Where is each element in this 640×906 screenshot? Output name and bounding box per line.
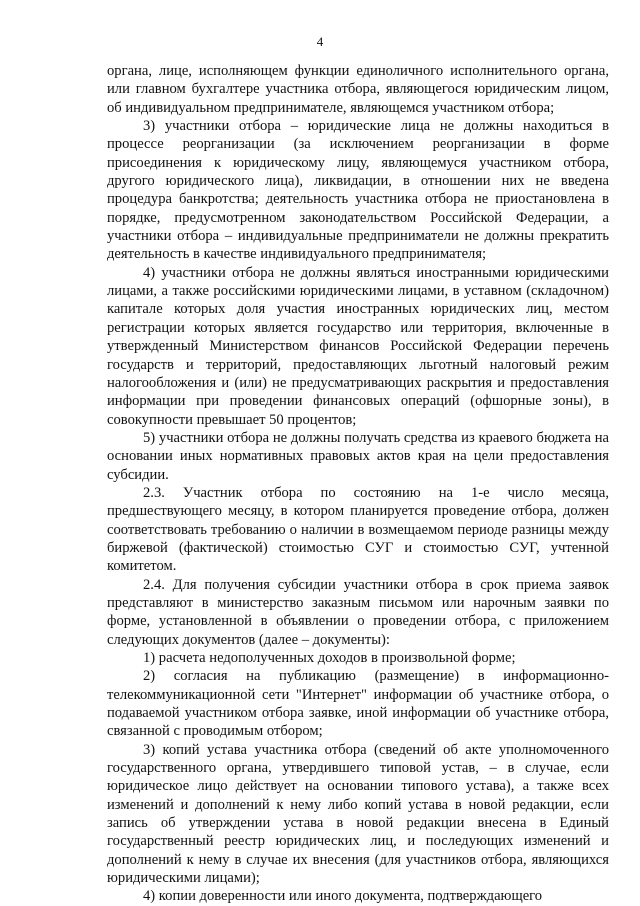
paragraph-section-2-4: 2.4. Для получения субсидии участники отбора в срок приема заявок представляют в министерство заказным письмом или нарочным заявки по форме, установленной в объявлении о проведении отбора, с приложением следующих документов (далее – документы): bbox=[107, 576, 609, 648]
paragraph-doc-item-2: 2) согласия на публикацию (размещение) в информационно-телекоммуникационной сети "Интернет" информации об участнике отбора, о подаваемой участником отбора заявке, иной информации об участнике отбора, связанной с проводимым отбором; bbox=[107, 668, 609, 740]
paragraph-continuation: органа, лице, исполняющем функции единоличного исполнительного органа, или главном бухгалтере участника отбора, являющегося юридическим лицом, об индивидуальном предпринимателе, являющемся участником отбора; bbox=[107, 63, 609, 116]
document-body bbox=[107, 62, 609, 906]
page-number: 4 bbox=[316, 34, 324, 49]
paragraph-doc-item-3: 3) копий устава участника отбора (сведений об акте уполномоченного государственного органа, утвердившего типовой устав, – в случае, если юридическое лицо действует на основании типового устава), а также всех изменений и дополнений к нему либо копий устава в новой редакции, если запись об утверждении устава в новой редакции внесена в Единый государственный реестр юридических лиц, и последующих изменений и дополнений к нему в случае их внесения (для участников отбора, являющихся юридическими лицами); bbox=[107, 741, 609, 887]
paragraph-item-5: 5) участники отбора не должны получать средства из краевого бюджета на основании иных нормативных правовых актов края на цели предоставления субсидии. bbox=[107, 429, 609, 483]
paragraph-item-3: 3) участники отбора – юридические лица не должны находиться в процессе реорганизации (за исключением реорганизации в форме присоединения к юридическому лицу, являющемуся участником отбора, другого юридического лица), ликвидации, в отношении них не введена процедура банкротства; деятельность участника отбора не приостановлена в порядке, предусмотренном законодательством Российской Федерации, а участники отбора – индивидуальные предприниматели не должны прекратить деятельность в качестве индивидуального предпринимателя; bbox=[107, 118, 609, 263]
paragraph-doc-item-4: 4) копии доверенности или иного документа, подтверждающего bbox=[143, 888, 543, 905]
paragraph-item-4: 4) участники отбора не должны являться иностранными юридическими лицами, а также российскими юридическими лицами, в уставном (складочном) капитале которых доля участия иностранных юридических лиц, местом регистрации которых является государство или территория, включенные в утвержденный Министерством финансов Российской Федерации перечень государств и территорий, предоставляющих льготный налоговый режим налогообложения и (или) не предусматривающих раскрытия и предоставления информации при проведении финансовых операций (офшорные зоны), в совокупности превышает 50 процентов; bbox=[107, 264, 609, 428]
paragraph-section-2-3: 2.3. Участник отбора по состоянию на 1-е число месяца, предшествующего месяцу, в котором планируется проведение отбора, должен соответствовать требованию о наличии в возмещаемом периоде разницы между биржевой (фактической) стоимостью СУГ и стоимостью СУГ, учтенной комитетом. bbox=[107, 484, 609, 575]
paragraph-doc-item-1: 1) расчета недополученных доходов в произвольной форме; bbox=[143, 650, 516, 666]
